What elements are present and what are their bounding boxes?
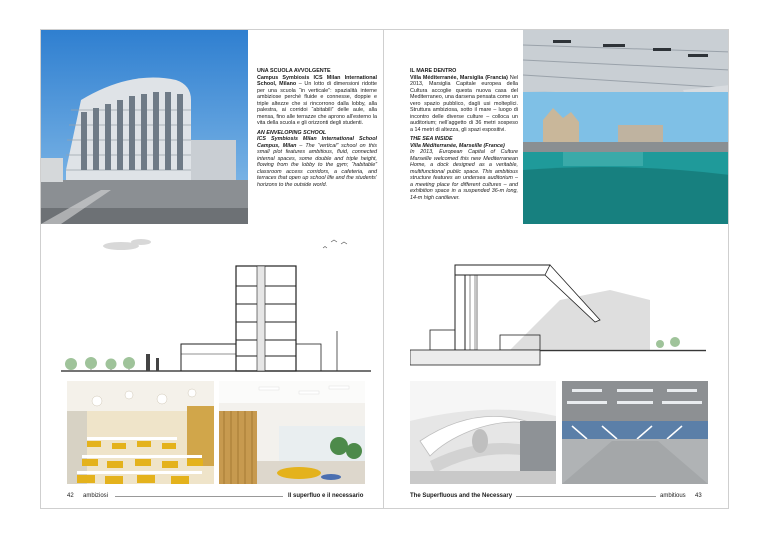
villa-illustration (523, 30, 729, 224)
it-heading: UNA SCUOLA AVVOLGENTE (257, 68, 331, 74)
hall-photo (219, 381, 365, 484)
en-subtitle: Villa Méditerranée, Marseille (France) (410, 142, 505, 149)
school-building-photo (41, 30, 248, 224)
right-footer-rule (516, 496, 656, 497)
school-building-illustration (41, 30, 248, 224)
school-section-svg (61, 226, 371, 376)
school-section-drawing (61, 226, 371, 376)
cafeteria-illustration (67, 381, 214, 484)
left-section-label: ambiziosi (83, 493, 109, 499)
villa-section-drawing (410, 260, 706, 370)
en-heading: THE SEA INSIDE (410, 136, 453, 142)
exhibition-hall-photo (562, 381, 708, 484)
cafeteria-photo (67, 381, 214, 484)
left-footer-rule (115, 496, 283, 497)
exhibition-illustration (562, 381, 708, 484)
left-page-number: 42 (67, 493, 74, 499)
it-body: – Un lotto di dimensioni ridotte per una scuola “in verticale”: spazialità interne ambiziose perché fluide e connesse, doppie e triple altezze che si rincorrono dalla lobby, alla palestra, ai corridoi “abitabili” delle aule, alla mensa, fino alle terrazze che aprono all’esterno la vita della scuola e gli orizzonti degli studenti. (257, 81, 377, 126)
it-body: Nel 2013, Marsiglia Capitale europea della Cultura accoglie questa nuova casa del Mediterraneo, una darsena pensata come un vero spazio pubblico, dagli usi molteplici. Struttura ambiziosa, sotto il mare – luogo di incontro delle diverse culture – colloca un auditorium; nell’aggetto di 36 metri sospeso a 14 metri di altezza, gli spazi espositivi. (410, 74, 519, 133)
villa-mediterranee-photo (523, 30, 729, 224)
en-body: In 2013, European Capital of Culture Marseille welcomed this new Mediterranean Home, a dock designed as a veritable, multifunctional public space. This ambitious structure features an undersea auditorium – a meeting place for different cultures – and exhibition space in a suspended 36-m long, 14-m high cantilever. (410, 149, 518, 201)
it-subtitle: Campus Symbiosis ICS Milan International School, Milano (257, 74, 377, 87)
it-heading: IL MARE DENTRO (410, 68, 457, 74)
right-page-number: 43 (695, 493, 702, 499)
en-heading: AN ENVELOPING SCHOOL (257, 129, 327, 136)
right-section-label: ambitious (660, 493, 686, 499)
right-page (383, 29, 729, 509)
villa-text-block (410, 68, 518, 201)
villa-section-svg (410, 260, 706, 370)
en-subtitle: ICS Symbiosis Milan International School Campus, Milan (257, 136, 377, 149)
hall-illustration (219, 381, 365, 484)
en-body: – The “vertical” school on this small plot features ambitious, fluid, connected internal spaces, some double and triple height, flowing from the lobby to the gym; “habitable” classroom access corridors, a cafeteria, and terraces that open up school life and the students’ horizons to the outside world. (257, 142, 378, 188)
school-text-block (257, 68, 377, 188)
staircase-illustration (410, 381, 556, 484)
left-running-title: Il superfluo e il necessario (288, 493, 364, 499)
right-running-title: The Superfluous and the Necessary (410, 493, 513, 499)
spiral-staircase-photo (410, 381, 556, 484)
left-page (40, 29, 386, 509)
it-subtitle: Villa Méditerranée, Marsiglia (Francia) (410, 74, 508, 81)
